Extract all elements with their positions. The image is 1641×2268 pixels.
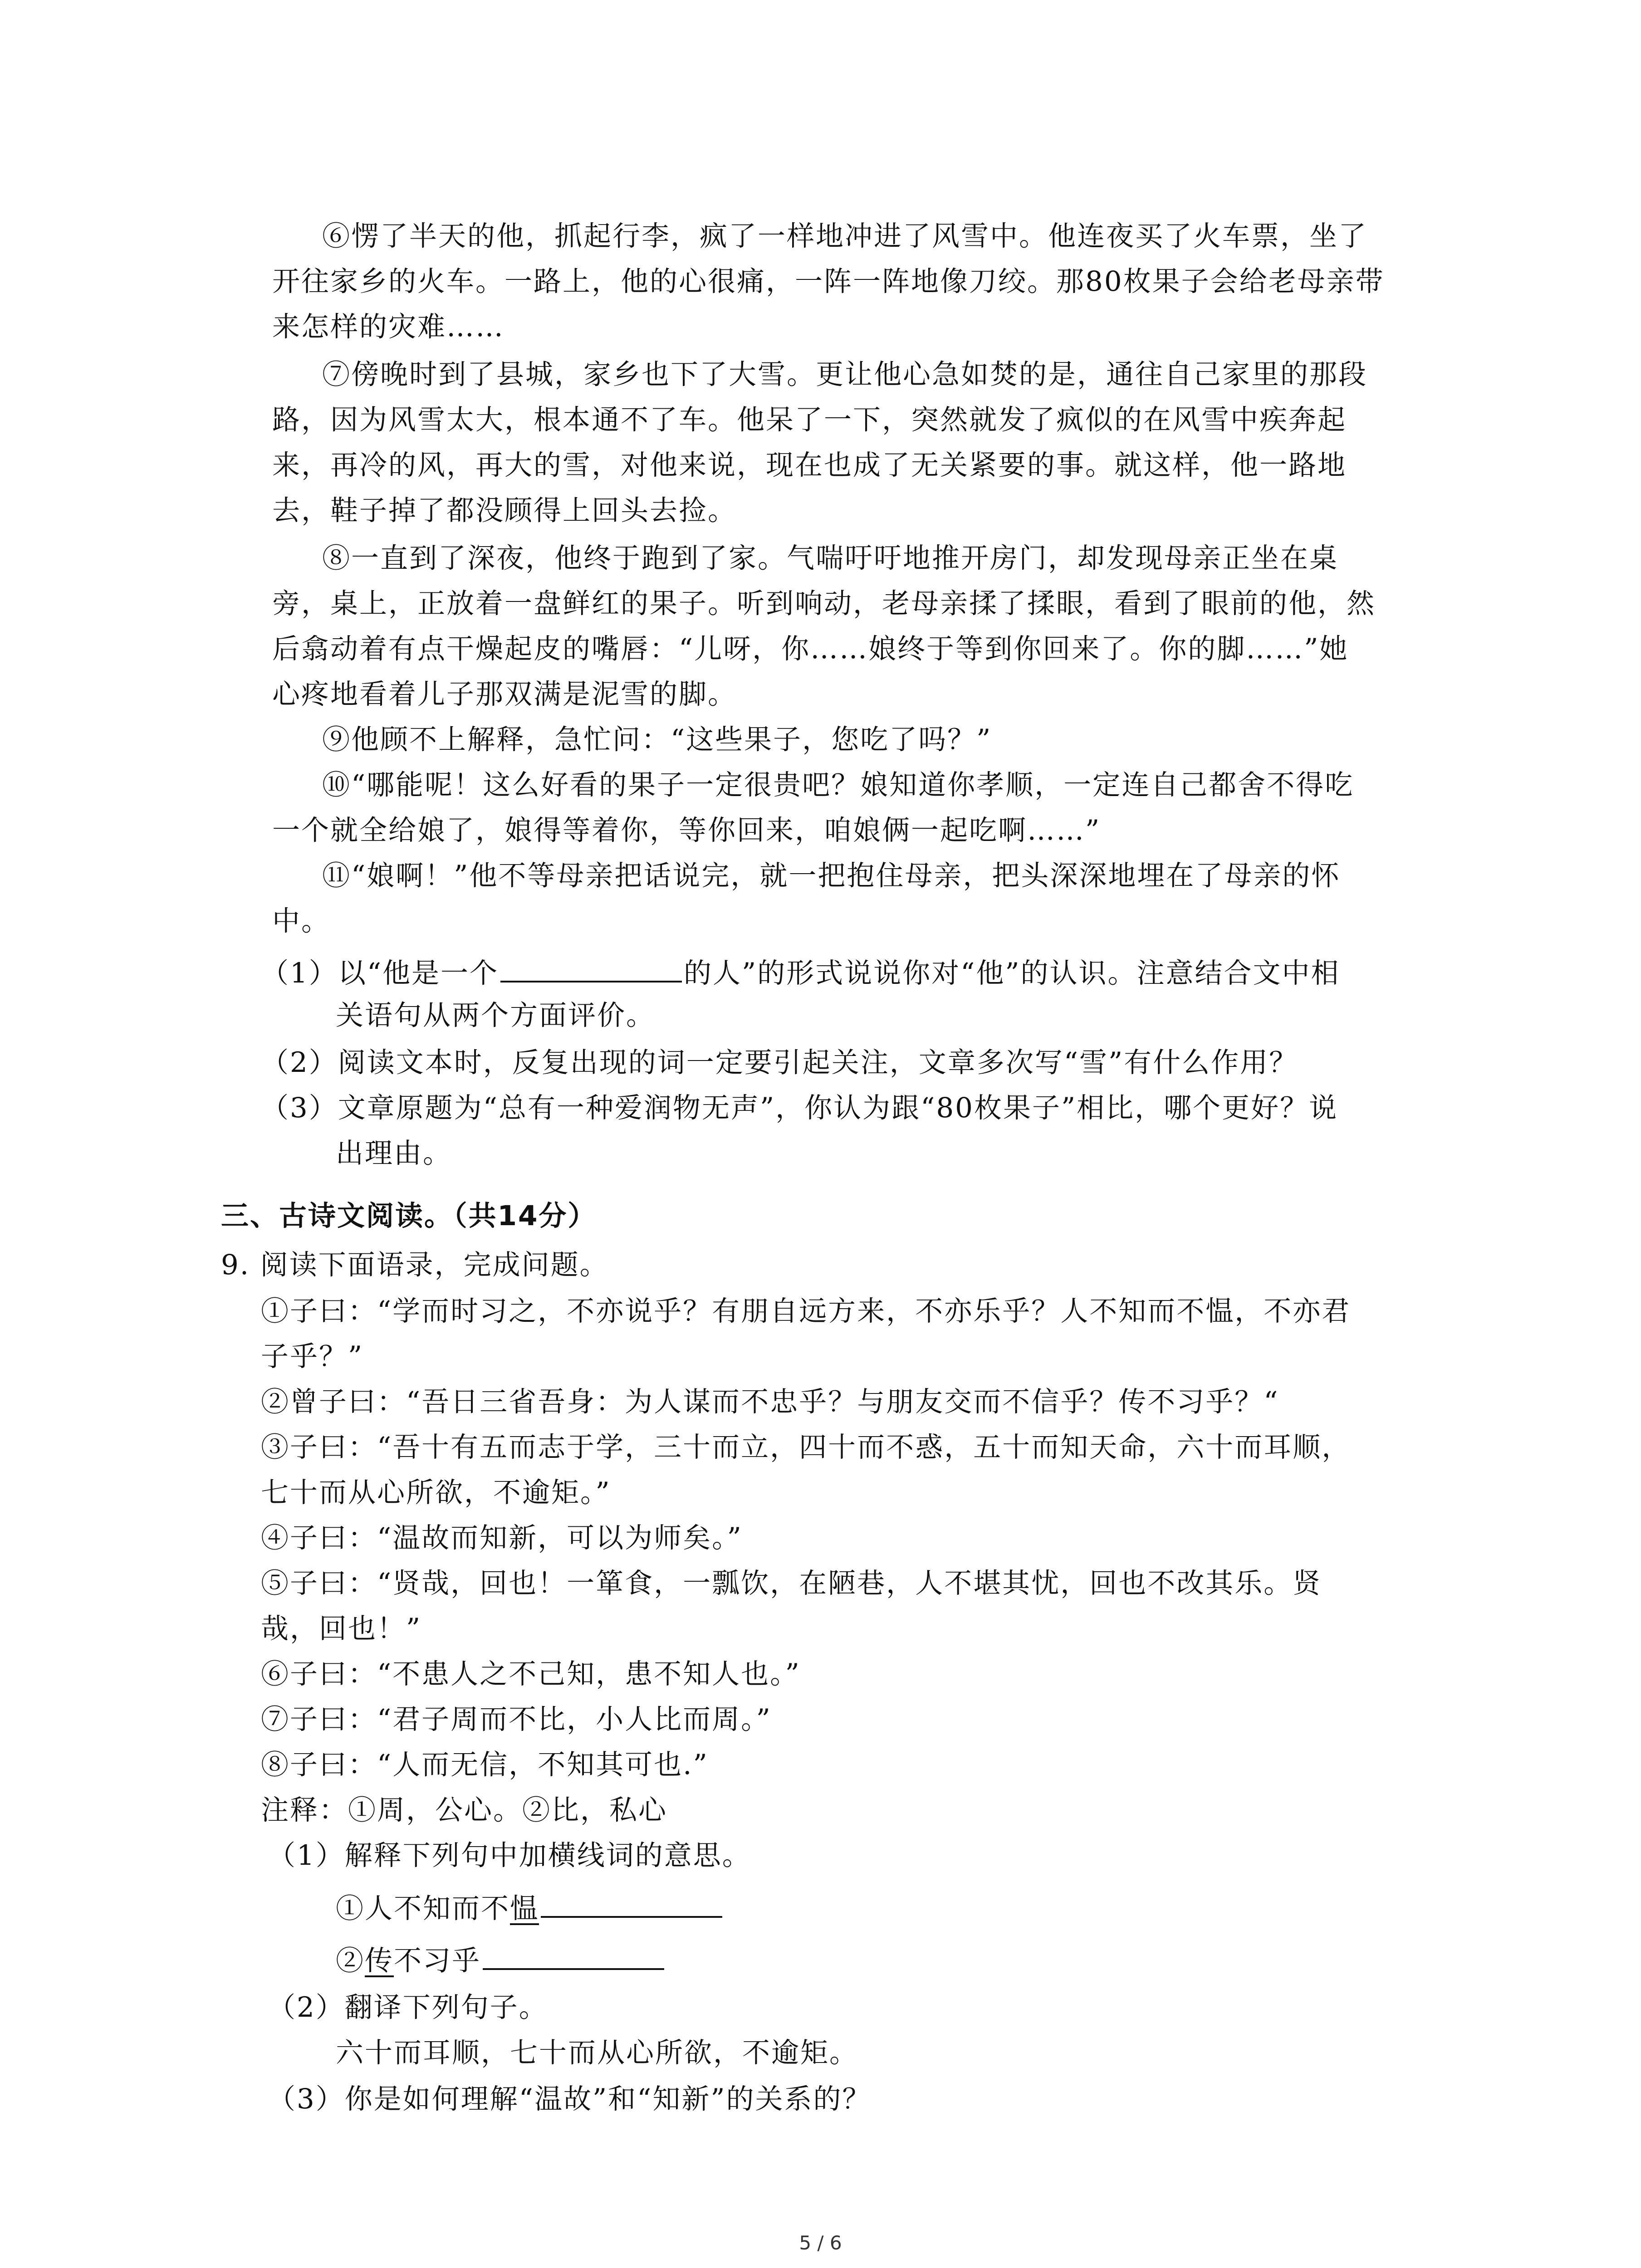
quote-line: ⑤子曰：“贤哉，回也！一箪食，一瓢饮，在陋巷，人不堪其忧，回也不改其乐。贤 bbox=[261, 1567, 1322, 1599]
question-8-1-cont: 关语句从两个方面评价。 bbox=[336, 999, 656, 1031]
quote-line: ⑦子曰：“君子周而不比，小人比而周。” bbox=[261, 1703, 772, 1735]
quote-line: ②曾子曰：“吾日三省吾身：为人谋而不忠乎？与朋友交而不信乎？传不习乎？“ bbox=[261, 1386, 1279, 1418]
story-line: ⑦傍晚时到了县城，家乡也下了大雪。更让他心急如焚的是，通往自己家里的那段 bbox=[322, 358, 1368, 391]
quote-line: 子乎？” bbox=[261, 1340, 364, 1373]
story-line: 一个就全给娘了，娘得等着你，等你回来，咱娘俩一起吃啊……” bbox=[272, 814, 1101, 846]
quote-line: 哉，回也！” bbox=[261, 1613, 422, 1645]
quote-line: ⑧子曰：“人而无信，不知其可也.” bbox=[261, 1749, 709, 1781]
section-heading: 三、古诗文阅读。（共14分） bbox=[221, 1200, 597, 1232]
story-line: 开往家乡的火车。一路上，他的心很痛，一阵一阵地像刀绞。那80枚果子会给老母亲带 bbox=[272, 265, 1385, 298]
question-9-1-item-1: ①人不知而不愠 bbox=[336, 1892, 724, 1922]
story-line: 后翕动着有点干燥起皮的嘴唇：“儿呀，你……娘终于等到你回来了。你的脚……”她 bbox=[272, 633, 1349, 665]
question-8-3-cont: 出理由。 bbox=[336, 1137, 452, 1169]
question-9-intro: 9. 阅读下面语录，完成问题。 bbox=[221, 1249, 609, 1281]
question-9-2-sentence: 六十而耳顺，七十而从心所欲，不逾矩。 bbox=[336, 2037, 859, 2069]
question-8-2: （2）阅读文本时，反复出现的词一定要引起关注，文章多次写“雪”有什么作用？ bbox=[261, 1046, 1298, 1079]
story-line: ⑨他顾不上解释，急忙问：“这些果子，您吃了吗？” bbox=[322, 723, 992, 756]
story-line: 旁，桌上，正放着一盘鲜红的果子。听到响动，老母亲揉了揉眼，看到了眼前的他，然 bbox=[272, 587, 1376, 620]
annotation-note: 注释：①周，公心。②比，私心 bbox=[261, 1794, 668, 1826]
quote-line: ④子曰：“温故而知新，可以为师矣。” bbox=[261, 1522, 743, 1554]
story-line: 中。 bbox=[272, 905, 331, 937]
quote-line: 七十而从心所欲，不逾矩。” bbox=[261, 1476, 611, 1509]
story-line: ⑩“哪能呢！这么好看的果子一定很贵吧？娘知道你孝顺，一定连自己都舍不得吃 bbox=[322, 769, 1354, 801]
question-8-3: （3）文章原题为“总有一种爱润物无声”，你认为跟“80枚果子”相比，哪个更好？说 bbox=[261, 1092, 1338, 1124]
question-9-1-item-2: ②传不习乎 bbox=[336, 1944, 666, 1975]
story-line: 去，鞋子掉了都没顾得上回头去捡。 bbox=[272, 494, 737, 527]
answer-blank[interactable] bbox=[541, 1892, 722, 1918]
quote-line: ③子曰：“吾十有五而志于学，三十而立，四十而不惑，五十而知天命，六十而耳顺， bbox=[261, 1431, 1351, 1463]
quote-line: ①子曰：“学而时习之，不亦说乎？有朋自远方来，不亦乐乎？人不知而不愠，不亦君 bbox=[261, 1295, 1351, 1327]
question-9-1: （1）解释下列句中加横线词的意思。 bbox=[268, 1839, 751, 1872]
question-8-1: （1）以“他是一个 的人”的形式说说你对“他”的认识。注意结合文中相 bbox=[261, 957, 1340, 989]
quote-line: ⑥子曰：“不患人之不己知，患不知人也。” bbox=[261, 1658, 801, 1690]
question-9-3: （3）你是如何理解“温故”和“知新”的关系的？ bbox=[268, 2083, 872, 2115]
story-line: ⑥愣了半天的他，抓起行李，疯了一样地冲进了风雪中。他连夜买了火车票，坐了 bbox=[322, 220, 1368, 252]
answer-blank[interactable] bbox=[483, 1944, 664, 1970]
answer-blank[interactable] bbox=[500, 956, 682, 982]
page-number: 5 / 6 bbox=[799, 2232, 842, 2254]
story-line: 来，再冷的风，再大的雪，对他来说，现在也成了无关紧要的事。就这样，他一路地 bbox=[272, 449, 1347, 481]
story-line: 来怎样的灾难…… bbox=[272, 311, 505, 343]
story-line: ⑪“娘啊！”他不等母亲把话说完，就一把抱住母亲，把头深深地埋在了母亲的怀 bbox=[322, 860, 1341, 892]
story-line: 心疼地看着儿子那双满是泥雪的脚。 bbox=[272, 678, 737, 710]
story-line: 路，因为风雪太大，根本通不了车。他呆了一下，突然就发了疯似的在风雪中疾奔起 bbox=[272, 404, 1347, 436]
story-line: ⑧一直到了深夜，他终于跑到了家。气喘吁吁地推开房门，却发现母亲正坐在桌 bbox=[322, 542, 1339, 574]
question-9-2: （2）翻译下列句子。 bbox=[268, 1991, 548, 2024]
